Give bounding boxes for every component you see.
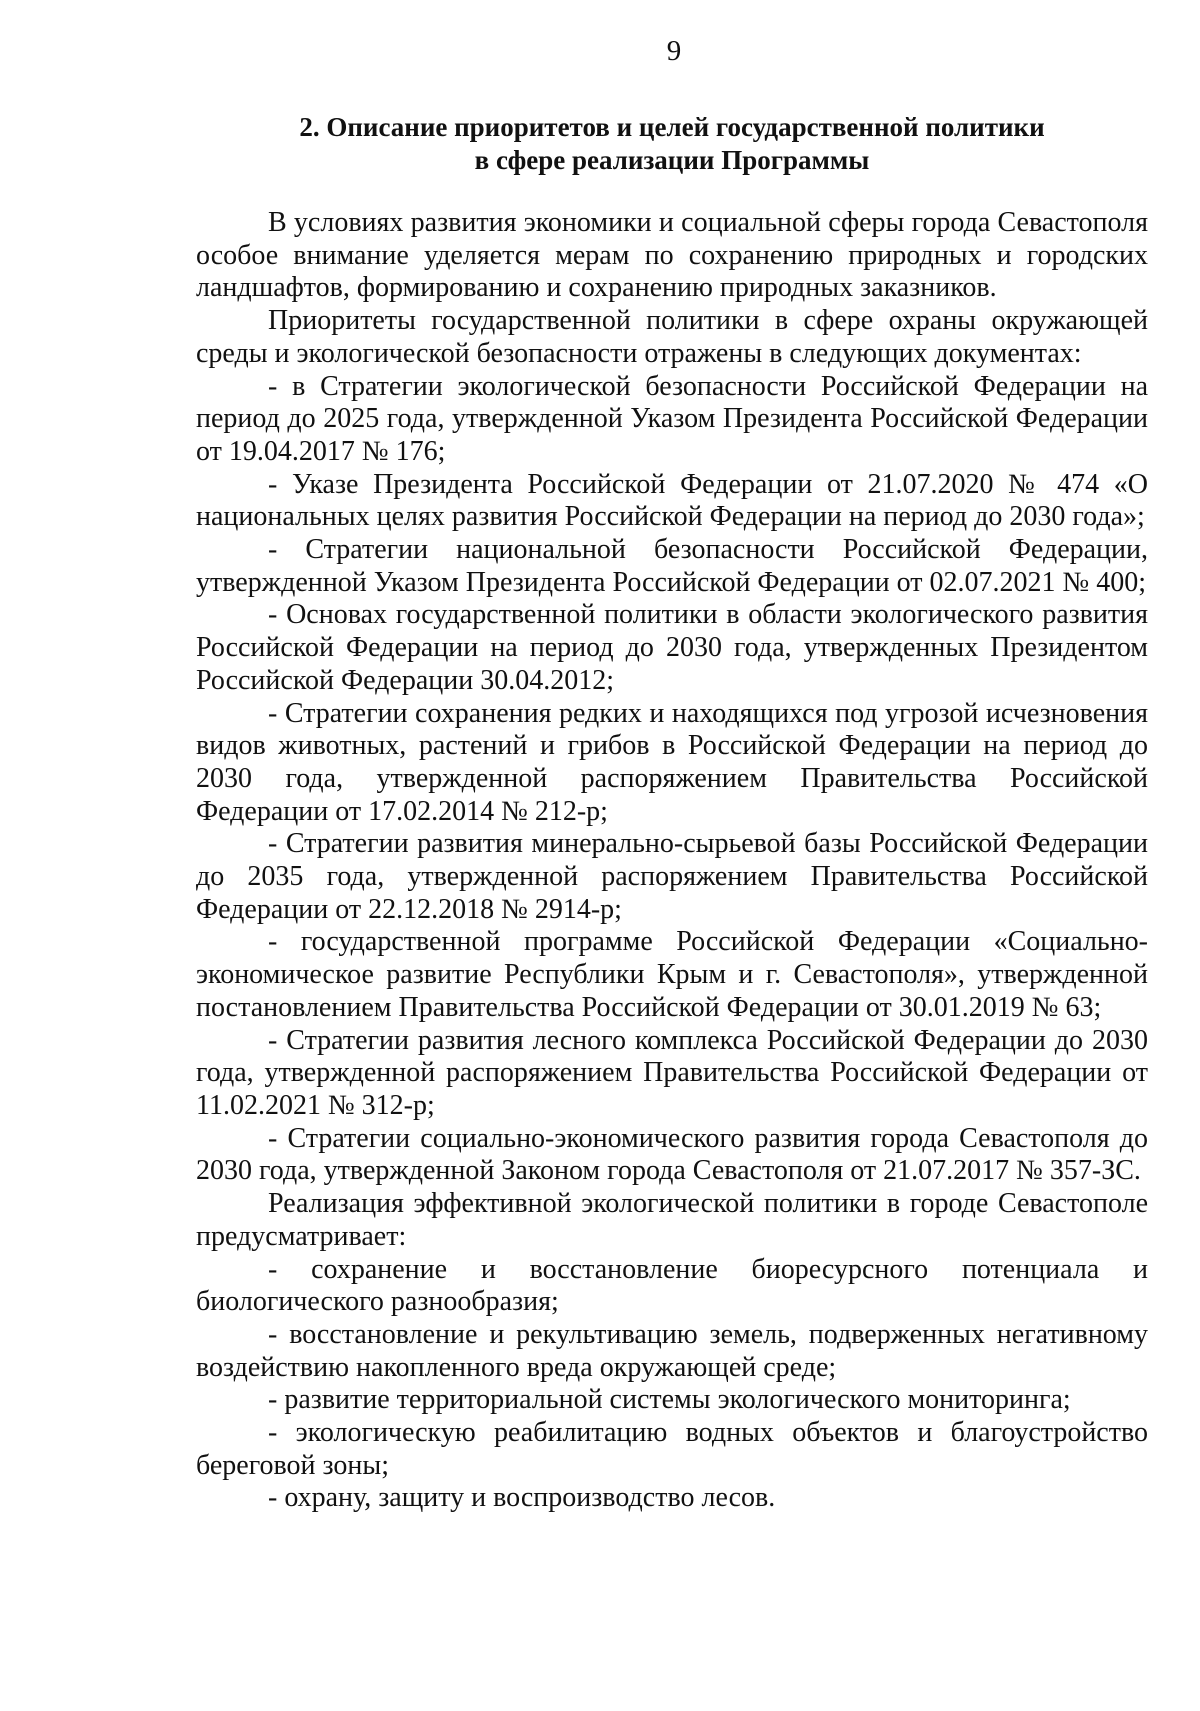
list-item: - Основах государственной политики в области экологического развития Российской Федерации на период до 2030 года, утвержденных Президентом Российской Федерации 30.04.2012; bbox=[196, 599, 1148, 696]
list-item: - Стратегии национальной безопасности Российской Федерации, утвержденной Указом Президента Российской Федерации от 02.07.2021 № 400; bbox=[196, 534, 1148, 598]
section-heading-line-1: 2. Описание приоритетов и целей государственной политики bbox=[299, 112, 1045, 142]
list-item: - развитие территориальной системы экологического мониторинга; bbox=[268, 1384, 1071, 1416]
list-item: - Стратегии развития минерально-сырьевой базы Российской Федерации до 2035 года, утвержденной распоряжением Правительства Российской Федерации от 22.12.2018 № 2914-р; bbox=[196, 828, 1148, 925]
page-number: 9 bbox=[666, 35, 682, 67]
list-item: - Стратегии социально-экономического развития города Севастополя до 2030 года, утвержденной Законом города Севастополя от 21.07.2017 № 357-ЗС. bbox=[196, 1122, 1148, 1187]
paragraph-priorities: Приоритеты государственной политики в сфере охраны окружающей среды и экологической безопасности отражены в следующих документах: bbox=[196, 305, 1148, 369]
list-item: - Указе Президента Российской Федерации от 21.07.2020 № 474 «О национальных целях развития Российской Федерации на период до 2030 года»; bbox=[196, 468, 1148, 533]
section-heading-line-2: в сфере реализации Программы bbox=[474, 145, 870, 175]
list-item: - восстановление и рекультивацию земель, подверженных негативному воздействию накопленного вреда окружающей среде; bbox=[196, 1318, 1148, 1383]
list-item: - сохранение и восстановление биоресурсного потенциала и биологического разнообразия; bbox=[196, 1253, 1148, 1318]
list-item: - охрану, защиту и воспроизводство лесов. bbox=[268, 1482, 776, 1514]
section-heading bbox=[196, 111, 1148, 177]
section-body bbox=[196, 207, 1148, 1515]
list-item: - экологическую реабилитацию водных объектов и благоустройство береговой зоны; bbox=[196, 1417, 1148, 1481]
list-item: - Стратегии сохранения редких и находящихся под угрозой исчезновения видов животных, растений и грибов в Российской Федерации на период до 2030 года, утвержденной распоряжением Правительства Российской Федерации от 17.02.2014 № 212-р; bbox=[196, 697, 1148, 827]
paragraph-implementation: Реализация эффективной экологической политики в городе Севастополе предусматривает: bbox=[196, 1188, 1148, 1252]
list-item: - государственной программе Российской Федерации «Социально-экономическое развитие Республики Крым и г. Севастополя», утвержденной постановлением Правительства Российской Федерации от 30.01.2019 № 63; bbox=[196, 926, 1148, 1023]
paragraph-intro: В условиях развития экономики и социальной сферы города Севастополя особое внимание уделяется мерам по сохранению природных и городских ландшафтов, формированию и сохранению природных заказников. bbox=[196, 207, 1148, 304]
list-item: - Стратегии развития лесного комплекса Российской Федерации до 2030 года, утвержденной распоряжением Правительства Российской Федерации от 11.02.2021 № 312-р; bbox=[196, 1024, 1148, 1121]
list-item: - в Стратегии экологической безопасности Российской Федерации на период до 2025 года, утвержденной Указом Президента Российской Федерации от 19.04.2017 № 176; bbox=[196, 370, 1148, 467]
